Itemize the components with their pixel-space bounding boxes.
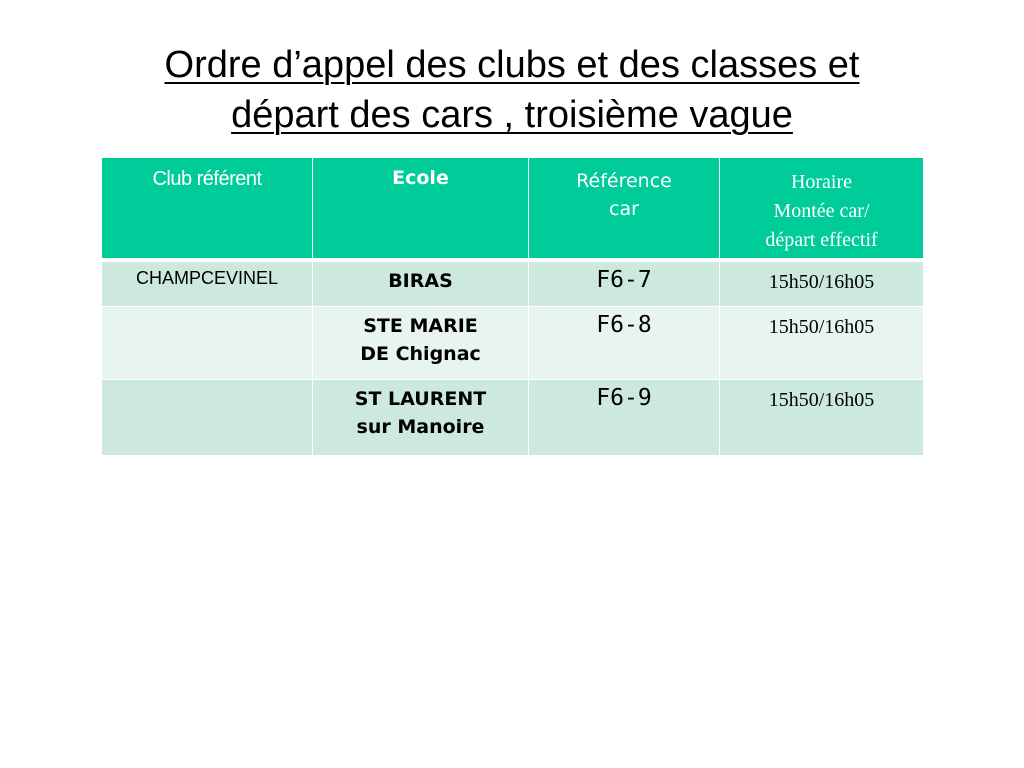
table-row: [102, 380, 924, 456]
cell-horaire: [720, 260, 924, 307]
header-cell-horaire: [720, 158, 924, 261]
header-cell-ecole: [313, 158, 529, 261]
school-name-line-1: STE MARIE: [363, 315, 478, 337]
header-ecole-label: Ecole: [392, 167, 449, 189]
slide-title-line-2: départ des cars , troisième vague: [231, 94, 793, 136]
slide-title: [60, 40, 964, 140]
club-name: [102, 380, 312, 386]
bus-reference: F6-7: [596, 267, 652, 293]
school-name: [313, 380, 528, 441]
header-reference-label: [529, 158, 719, 223]
cell-ecole: [313, 307, 529, 380]
school-name-line-1: ST LAURENT: [354, 388, 487, 410]
header-horaire-label: [720, 158, 923, 255]
school-name: [313, 307, 528, 368]
school-name-line-2: sur Manoire: [356, 416, 485, 438]
cell-club: [102, 380, 313, 456]
header-cell-reference: [529, 158, 720, 261]
header-horaire-line-2: Montée car/: [773, 200, 870, 222]
club-name: [102, 307, 312, 313]
departure-time: 15h50/16h05: [768, 389, 875, 411]
cell-reference: [529, 260, 720, 307]
departure-time: 15h50/16h05: [768, 316, 875, 338]
school-name-line-1: BIRAS: [388, 270, 453, 292]
bus-reference: F6-8: [596, 312, 652, 338]
cell-horaire: [720, 380, 924, 456]
header-reference-line-2: car: [609, 198, 639, 220]
bus-reference: F6-9: [596, 385, 652, 411]
school-name: [313, 262, 528, 295]
header-cell-club: [102, 158, 313, 261]
header-club-label: Club référent: [152, 168, 262, 190]
cell-club: [102, 307, 313, 380]
cell-reference: [529, 307, 720, 380]
header-reference-line-1: Référence: [576, 170, 672, 192]
cell-ecole: [313, 380, 529, 456]
slide-title-line-1: Ordre d’appel des clubs et des classes et: [164, 44, 860, 86]
cell-ecole: [313, 260, 529, 307]
departure-time: 15h50/16h05: [768, 271, 875, 293]
schedule-table: [101, 157, 924, 456]
table-header-row: [102, 158, 924, 261]
table-row: [102, 260, 924, 307]
cell-reference: [529, 380, 720, 456]
cell-club: [102, 260, 313, 307]
table-row: [102, 307, 924, 380]
cell-horaire: [720, 307, 924, 380]
school-name-line-2: DE Chignac: [360, 343, 481, 365]
club-name: CHAMPCEVINEL: [135, 268, 279, 288]
header-horaire-line-3: départ effectif: [765, 229, 878, 251]
header-horaire-line-1: Horaire: [790, 171, 853, 193]
